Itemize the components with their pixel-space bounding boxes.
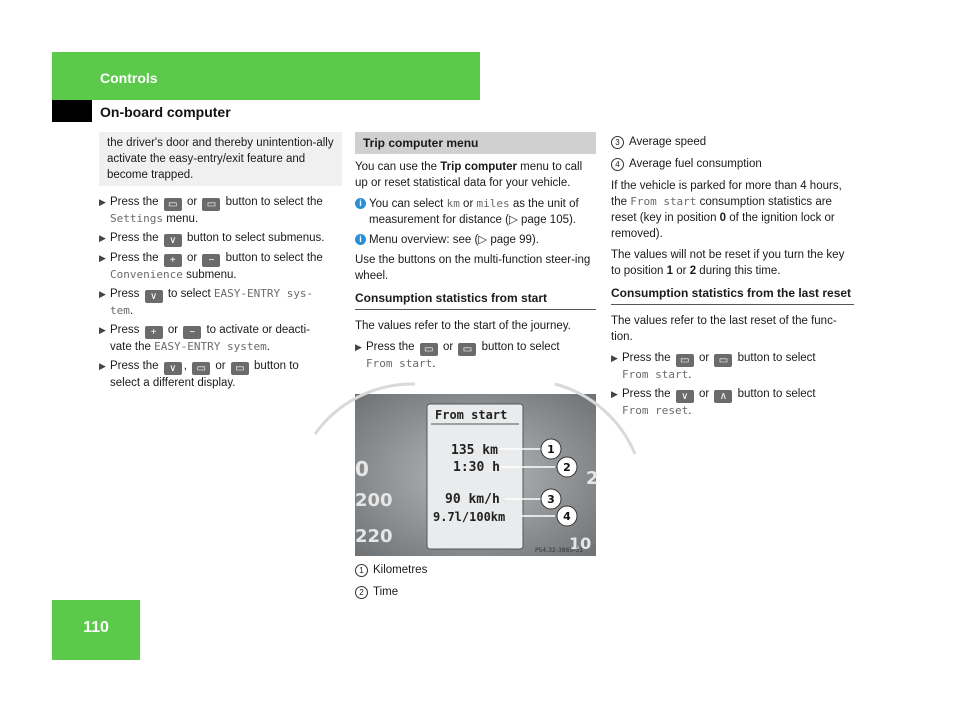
callout-1: 1 bbox=[547, 443, 555, 456]
warning-note: the driver's door and thereby unintention-ally activate the easy-entry/exit feature and become trapped. bbox=[99, 132, 342, 186]
gauge-label-200: 200 bbox=[355, 490, 393, 511]
legend-item: 1 Kilometres bbox=[355, 562, 596, 578]
down-icon: ∨ bbox=[164, 234, 182, 247]
page-left-icon: ▭ bbox=[676, 354, 694, 367]
section-title: Controls bbox=[100, 70, 158, 86]
display-speed: 90 km/h bbox=[445, 492, 500, 507]
parked-text: If the vehicle is parked for more than 4 hours, the From start consumption statistics are reset (key in position 0 of the ignition lock or removed). bbox=[611, 180, 842, 240]
info-menu-overview: i Menu overview: see (▷ page 99). bbox=[355, 232, 596, 248]
page-number: 110 bbox=[83, 619, 109, 636]
display-km: 135 km bbox=[451, 443, 498, 458]
trip-computer-display-illustration bbox=[355, 394, 599, 556]
minus-icon: − bbox=[183, 326, 201, 339]
up-icon: ∧ bbox=[714, 390, 732, 403]
plus-icon: + bbox=[145, 326, 163, 339]
gauge-label-10: 10 bbox=[569, 534, 592, 553]
down-icon: ∨ bbox=[676, 390, 694, 403]
legend-item: 2 Time bbox=[355, 584, 596, 600]
page-subtitle: On-board computer bbox=[100, 104, 231, 120]
image-code: P54.32-3865-31 bbox=[535, 547, 584, 554]
figure-legend-1 bbox=[355, 562, 596, 606]
step-from-reset: ▶ Press the ∨ or ∧ button to select From reset. bbox=[611, 388, 816, 417]
intro-text: You can use the Trip computer menu to call up or reset statistical data for your vehicle. bbox=[355, 161, 583, 189]
not-reset-text: The values will not be reset if you turn the key to position 1 or 2 during this time. bbox=[611, 249, 845, 277]
legend-item: 3 Average speed bbox=[611, 134, 854, 150]
step-from-start: ▶ Press the ▭ or ▭ button to select From start. bbox=[611, 352, 816, 381]
step-5: ▶ Press + or − to activate or deacti- vate the EASY-ENTRY system. bbox=[99, 324, 311, 353]
info-icon: i bbox=[355, 234, 366, 245]
step-from-start: ▶ Press the ▭ or ▭ button to select From start. bbox=[355, 341, 560, 370]
callout-2: 2 bbox=[563, 461, 571, 474]
column-3 bbox=[611, 134, 854, 422]
callout-3: 3 bbox=[547, 493, 555, 506]
info-icon: i bbox=[355, 198, 366, 209]
refer-text: The values refer to the start of the journey. bbox=[355, 320, 571, 332]
page-left-icon: ▭ bbox=[420, 343, 438, 356]
page-right-icon: ▭ bbox=[458, 343, 476, 356]
column-2 bbox=[355, 132, 596, 375]
info-units: i You can select km or miles as the unit of measurement for distance (▷ page 105). bbox=[355, 196, 596, 228]
buttons-text: Use the buttons on the multi-function steer-ing wheel. bbox=[355, 254, 591, 282]
page-right-icon: ▭ bbox=[231, 362, 249, 375]
minus-icon: − bbox=[202, 254, 220, 267]
gauge-label-2: 2 bbox=[586, 468, 599, 489]
subheading-from-start: Consumption statistics from start bbox=[355, 290, 596, 310]
plus-icon: + bbox=[164, 254, 182, 267]
step-1: ▶ Press the ▭ or ▭ button to select the Settings menu. bbox=[99, 196, 323, 225]
gauge-label-220: 220 bbox=[355, 526, 393, 547]
section-heading: Trip computer menu bbox=[355, 132, 596, 154]
instrument-cluster-graphic bbox=[355, 394, 599, 556]
subheading-last-reset: Consumption statistics from the last reset bbox=[611, 285, 854, 305]
page-right-icon: ▭ bbox=[202, 198, 220, 211]
down-icon: ∨ bbox=[164, 362, 182, 375]
header-marker bbox=[52, 100, 92, 122]
callout-4: 4 bbox=[563, 510, 571, 523]
column-1 bbox=[99, 132, 342, 394]
page-left-icon: ▭ bbox=[164, 198, 182, 211]
step-6: ▶ Press the ∨ , ▭ or ▭ button to select a different display. bbox=[99, 360, 299, 389]
legend-item: 4 Average fuel consumption bbox=[611, 156, 854, 172]
gauge-label-0: 0 bbox=[355, 457, 369, 481]
display-time: 1:30 h bbox=[453, 460, 500, 475]
refer-text: The values refer to the last reset of the func-tion. bbox=[611, 315, 837, 343]
page-left-icon: ▭ bbox=[192, 362, 210, 375]
display-consumption: 9.7l/100km bbox=[433, 510, 506, 524]
down-icon: ∨ bbox=[145, 290, 163, 303]
step-2: ▶ Press the ∨ button to select submenus. bbox=[99, 232, 325, 246]
page-right-icon: ▭ bbox=[714, 354, 732, 367]
step-3: ▶ Press the + or − button to select the Convenience submenu. bbox=[99, 252, 323, 281]
display-title: From start bbox=[435, 408, 508, 422]
step-4: ▶ Press ∨ to select EASY-ENTRY sys- tem. bbox=[99, 287, 314, 317]
